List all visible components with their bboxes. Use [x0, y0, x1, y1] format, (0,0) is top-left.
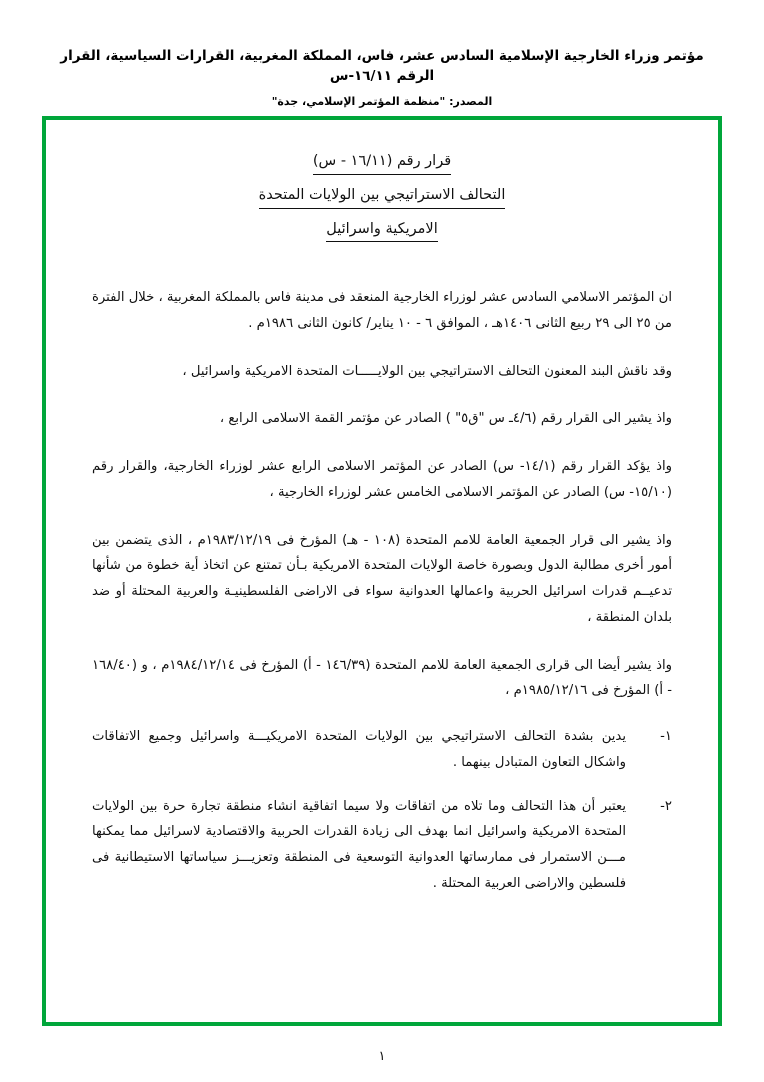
document-body [46, 120, 718, 934]
header-source: المصدر: "منظمة المؤتمر الإسلامي، جدة" [271, 94, 493, 108]
resolution-title [92, 150, 672, 251]
numbered-item-2 [92, 794, 672, 897]
numbered-item-1-text: يدين بشدة التحالف الاستراتيجي بين الولايات المتحدة الامريكيـــة واسرائيل وجميع الاتفاقات واشكال التعاون المتبادل بينهما . [92, 729, 626, 770]
paragraph-reference-summit: واذ يشير الى القرار رقم (٤/٦ـ س "ق٥" ) الصادر عن مؤتمر القمة الاسلامى الرابع ، [219, 411, 672, 427]
numbered-item-1-number: ١- [660, 729, 672, 745]
paragraph-reference-un-resolutions-2: واذ يشير أيضا الى قرارى الجمعية العامة للامم المتحدة (١٤٦/٣٩ - أ) المؤرخ فى ١٩٨٤/١٢/١٤م ، و (١٦٨/٤٠ - أ) المؤرخ فى ١٩٨٥/١٢/١٦م ، [92, 657, 673, 699]
page-number: ١ [378, 1049, 386, 1064]
resolution-title-line-2: التحالف الاستراتيجي بين الولايات المتحدة [259, 185, 506, 209]
paragraph-reference-un-resolution: واذ يشير الى قرار الجمعية العامة للامم المتحدة (١٠٨ - هـ) المؤرخ فى ١٩٨٣/١٢/١٩م ، الذى يتضمن بين أمور أخرى مطالبة الدول وبصورة خاصة الولايات المتحدة الامريكية بـأن تمتنع عن اتخاذ أية خطوة من شأنها تدعيــم قدرات اسرائيل الحربية واعمالها العدوانية سواء فى الاراضى الفلسطينيـة والعربية المحتلة أو ضد بلدان المنطقة ، [92, 532, 672, 625]
resolution-title-line-1: قرار رقم (١٦/١١ - س) [313, 151, 451, 175]
resolution-title-line-3: الامريكية واسرائيل [326, 219, 437, 243]
header-title: مؤتمر وزراء الخارجية الإسلامية السادس عشر، فاس، المملكة المغربية، القرارات السياسية، القرار الرقم ١٦/١١-س [60, 48, 704, 85]
numbered-item-1 [92, 724, 672, 775]
numbered-item-2-number: ٢- [660, 798, 672, 814]
paragraph-preamble: ان المؤتمر الاسلامي السادس عشر لوزراء الخارجية المنعقد فى مدينة فاس بالمملكة المغربية ، خلال الفترة من ٢٥ الى ٢٩ ربيع الثانى ١٤٠٦هـ ، الموافق ٦ - ١٠ يناير/ كانون الثانى ١٩٨٦م . [91, 290, 672, 331]
numbered-item-2-text: يعتبر أن هذا التحالف وما تلاه من اتفاقات ولا سيما اتفاقية انشاء منطقة تجارة حرة بين الولايات المتحدة الامريكية واسرائيل انما بهدف الى زيادة القدرات الحربية والاقتصادية لاسرائيل مما يمكنها مـــن الاستمرار فى ممارساتها العدوانية التوسعية فى المنطقة وتعزيـــز سياساتها الاستيطانية فى فلسطين والاراضى العربية المحتلة . [92, 798, 626, 891]
paragraph-reference-previous-resolutions: واذ يؤكد القرار رقم (١٤/١- س) الصادر عن المؤتمر الاسلامى الرابع عشر لوزراء الخارجية، والقرار رقم (١٥/١٠- س) الصادر عن المؤتمر الاسلامى الخامس عشر لوزراء الخارجية ، [92, 459, 672, 500]
document-header [0, 0, 764, 108]
paragraph-agenda-item: وقد ناقش البند المعنون التحالف الاستراتيجي بين الولايـــــات المتحدة الامريكية واسرائيل ، [182, 363, 672, 379]
green-content-frame [42, 116, 722, 1026]
